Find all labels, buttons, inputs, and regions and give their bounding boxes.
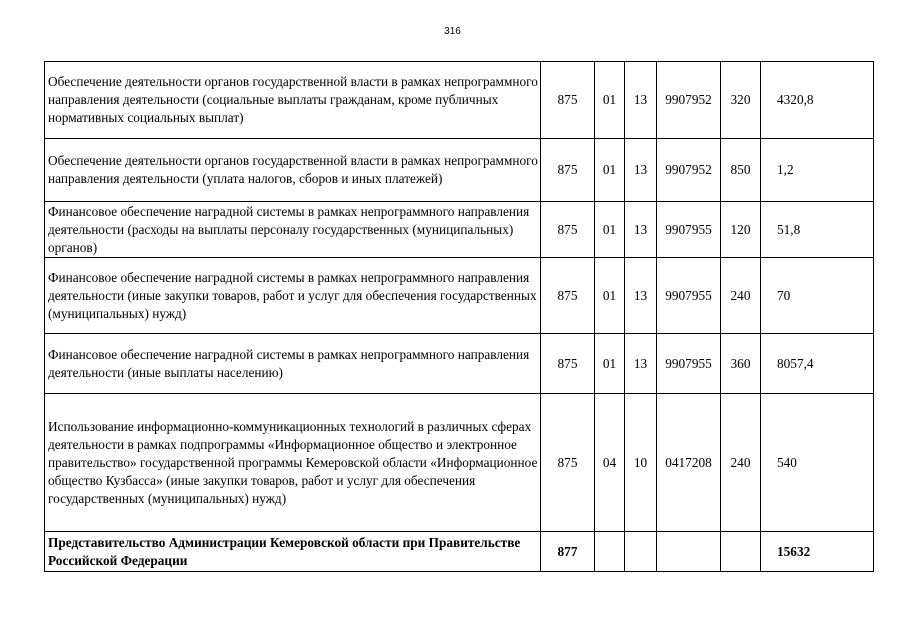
section-code	[595, 532, 625, 572]
expense-type-code	[721, 532, 761, 572]
section-code: 01	[595, 258, 625, 334]
table-row	[45, 139, 874, 202]
ved-code: 877	[541, 532, 595, 572]
expense-type-code: 120	[721, 202, 761, 258]
row-description: Финансовое обеспечение наградной системы в рамках непрограммного направления деятельности (расходы на выплаты персоналу государственных (муниципальных) органов)	[45, 202, 541, 258]
subsection-code: 13	[625, 334, 657, 394]
amount: 15632	[761, 532, 874, 572]
table-row	[45, 394, 874, 532]
section-code: 01	[595, 334, 625, 394]
expense-type-code: 850	[721, 139, 761, 202]
expense-type-code: 240	[721, 258, 761, 334]
section-code: 04	[595, 394, 625, 532]
subsection-code: 13	[625, 202, 657, 258]
subsection-code: 10	[625, 394, 657, 532]
expense-type-code: 360	[721, 334, 761, 394]
subsection-code: 13	[625, 258, 657, 334]
subsection-code: 13	[625, 62, 657, 139]
amount: 540	[761, 394, 874, 532]
table-row	[45, 202, 874, 258]
target-article-code	[657, 532, 721, 572]
page-number: 316	[444, 26, 461, 37]
row-description: Финансовое обеспечение наградной системы в рамках непрограммного направления деятельности (иные выплаты населению)	[45, 334, 541, 394]
table-row	[45, 334, 874, 394]
expense-type-code: 320	[721, 62, 761, 139]
target-article-code: 9907952	[657, 62, 721, 139]
budget-table	[44, 61, 874, 572]
ved-code: 875	[541, 334, 595, 394]
expense-type-code: 240	[721, 394, 761, 532]
row-description: Финансовое обеспечение наградной системы в рамках непрограммного направления деятельности (иные закупки товаров, работ и услуг для обеспечения государственных (муниципальных) нужд)	[45, 258, 541, 334]
subsection-code: 13	[625, 139, 657, 202]
ved-code: 875	[541, 394, 595, 532]
target-article-code: 9907955	[657, 334, 721, 394]
section-code: 01	[595, 62, 625, 139]
subsection-code	[625, 532, 657, 572]
ved-code: 875	[541, 202, 595, 258]
section-code: 01	[595, 139, 625, 202]
ved-code: 875	[541, 258, 595, 334]
ved-code: 875	[541, 139, 595, 202]
target-article-code: 9907955	[657, 202, 721, 258]
amount: 8057,4	[761, 334, 874, 394]
target-article-code: 9907952	[657, 139, 721, 202]
target-article-code: 0417208	[657, 394, 721, 532]
row-description: Обеспечение деятельности органов государственной власти в рамках непрограммного направления деятельности (социальные выплаты гражданам, кроме публичных нормативных социальных выплат)	[45, 62, 541, 139]
target-article-code: 9907955	[657, 258, 721, 334]
row-description: Использование информационно-коммуникационных технологий в различных сферах деятельности в рамках подпрограммы «Информационное общество и электронное правительство» государственной программы Кемеровской области «Информационное общество Кузбасса» (иные закупки товаров, работ и услуг для обеспечения государственных (муниципальных) нужд)	[45, 394, 541, 532]
amount: 4320,8	[761, 62, 874, 139]
table-row-total	[45, 532, 874, 572]
section-code: 01	[595, 202, 625, 258]
table-row	[45, 62, 874, 139]
row-description: Представительство Администрации Кемеровской области при Правительстве Российской Федерации	[45, 532, 541, 572]
amount: 51,8	[761, 202, 874, 258]
table-row	[45, 258, 874, 334]
row-description: Обеспечение деятельности органов государственной власти в рамках непрограммного направления деятельности (уплата налогов, сборов и иных платежей)	[45, 139, 541, 202]
amount: 1,2	[761, 139, 874, 202]
amount: 70	[761, 258, 874, 334]
ved-code: 875	[541, 62, 595, 139]
